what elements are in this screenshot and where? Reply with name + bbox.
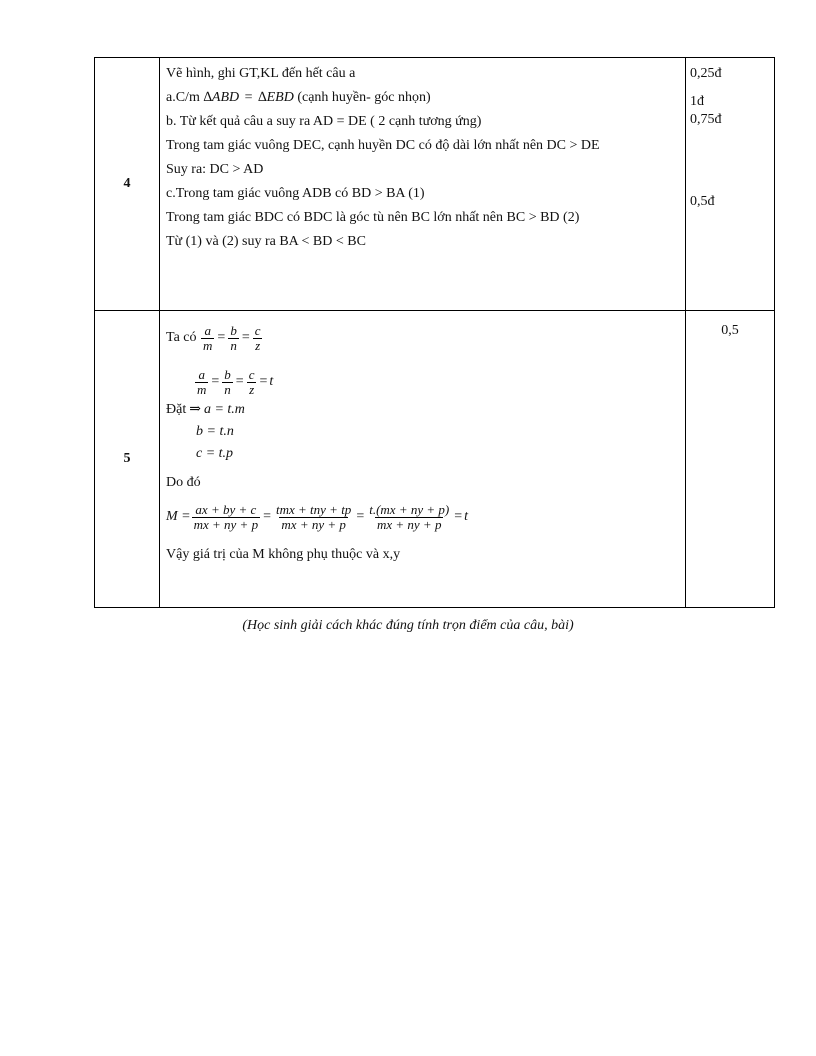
score-cell xyxy=(686,58,775,311)
footnote: (Học sinh giải cách khác đúng tính trọn điểm của câu, bài) xyxy=(242,618,574,633)
answer-content xyxy=(160,58,686,311)
score-value: 0,5đ xyxy=(690,194,715,209)
answer-line: Suy ra: DC > AD xyxy=(166,162,264,177)
conclusion-line: Vậy giá trị của M không phụ thuộc và x,y xyxy=(166,547,401,562)
score-value: 0,25đ xyxy=(690,66,722,81)
score-value: 0,5 xyxy=(721,323,739,338)
answer-line: Trong tam giác BDC có BDC là góc tù nên BC lớn nhất nên BC > BD (2) xyxy=(166,210,580,225)
therefore-label: Do đó xyxy=(166,475,201,490)
congruence-reason: (cạnh huyền- góc nhọn) xyxy=(293,90,431,105)
score-value: 1đ xyxy=(690,94,704,109)
score-cell xyxy=(686,311,775,608)
score-value: 0,75đ xyxy=(690,112,722,127)
answer-line: Vẽ hình, ghi GT,KL đến hết câu a xyxy=(166,66,356,81)
table-row xyxy=(95,58,775,311)
answer-content xyxy=(160,311,686,608)
question-number: 5 xyxy=(95,311,160,608)
congruence-rhs: ∆EBD xyxy=(258,90,294,105)
answer-line: b. Từ kết quả câu a suy ra AD = DE ( 2 cạnh tương ứng) xyxy=(166,114,482,129)
substitution-line: c = t.p xyxy=(196,446,234,461)
answer-line: Từ (1) và (2) suy ra BA < BD < BC xyxy=(166,234,366,249)
substitution-line: b = t.n xyxy=(196,424,234,439)
ratio-equation: Ta có $\frac{a}{m}$ = $\frac{b}{n}$ = $\frac{c}{z}$ xyxy=(166,322,261,353)
grading-table xyxy=(94,57,775,608)
answer-line: Trong tam giác vuông DEC, cạnh huyền DC có độ dài lớn nhất nên DC > DE xyxy=(166,138,600,153)
congruence-lhs: ∆ABD xyxy=(203,90,240,105)
table-row xyxy=(95,311,775,608)
answer-line: a.C/m ∆ABD = ∆EBD (cạnh huyền- góc nhọn) xyxy=(166,90,431,105)
m-equation: M = $\frac{ax + by + c}{mx + ny + p}$ = $\frac{\text{tmx + tny + tp}}{mx + ny + p}$ = $\frac{t.(mx + ny + p)}{mx + ny + p}$ = t xyxy=(166,501,469,532)
question-number: 4 xyxy=(95,58,160,311)
answer-line: c.Trong tam giác vuông ADB có BD > BA (1) xyxy=(166,186,425,201)
ratio-equals-t: $\frac{a}{m}$ = $\frac{b}{n}$ = $\frac{c}{z}$ = t xyxy=(197,366,274,397)
substitution-line: Đặt ⇒ a = t.m xyxy=(166,402,245,417)
